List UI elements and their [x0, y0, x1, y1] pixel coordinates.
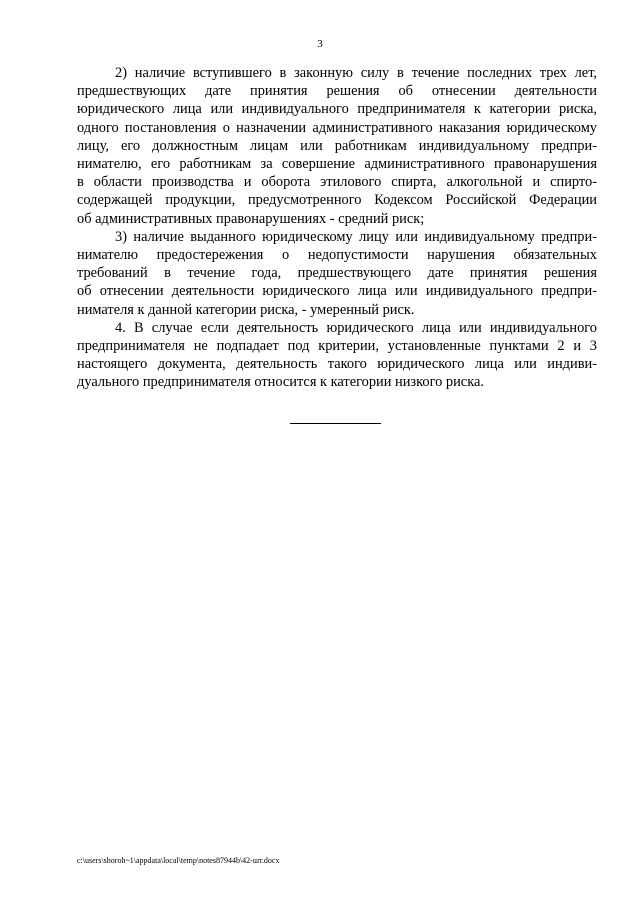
- document-body: [77, 64, 597, 392]
- text-line: нимателю предостережения о недопустимости нарушения обязательных: [77, 247, 597, 264]
- text-line: предпринимателя не подпадает под критерии, установленные пунктами 2 и 3: [77, 338, 597, 355]
- text-line: об отнесении деятельности юридического лица или индивидуального предпри-: [77, 283, 597, 300]
- text-line: юридического лица или индивидуального предпринимателя к категории риска,: [77, 101, 597, 118]
- text-line: об административных правонарушениях - средний риск;: [77, 210, 425, 227]
- text-line: 3) наличие выданного юридическому лицу или индивидуальному предпри-: [115, 228, 597, 245]
- text-line: 2) наличие вступившего в законную силу в течение последних трех лет,: [115, 65, 597, 81]
- paragraph-risk-medium: [77, 64, 597, 228]
- page-number: 3: [317, 38, 323, 50]
- text-line: лицу, его должностным лицам или работникам индивидуальному предпри-: [77, 137, 597, 154]
- footer-file-path: c:\users\shoroh~1\appdata\local\temp\notes87944b\42-шт.docx: [77, 856, 280, 865]
- paragraph-risk-moderate: [77, 228, 597, 319]
- text-line: одного постановления о назначении административного наказания юридическому: [77, 119, 597, 136]
- text-line: 4. В случае если деятельность юридического лица или индивидуального: [115, 319, 597, 336]
- text-line: нимателю, его работникам за совершение административного правонарушения: [77, 156, 597, 173]
- text-line: содержащей продукции, предусмотренного Кодексом Российской Федерации: [77, 192, 597, 209]
- text-line: предшествующих дате принятия решения об отнесении деятельности: [77, 83, 597, 100]
- end-separator-line: [290, 423, 381, 424]
- text-line: настоящего документа, деятельность такого юридического лица или индиви-: [77, 356, 597, 373]
- text-line: нимателя к данной категории риска, - умеренный риск.: [77, 301, 415, 318]
- text-line: дуального предпринимателя относится к категории низкого риска.: [77, 374, 484, 391]
- text-line: требований в течение года, предшествующего дате принятия решения: [77, 265, 597, 282]
- paragraph-risk-low: [77, 319, 597, 392]
- text-line: в области производства и оборота этилового спирта, алкогольной и спирто-: [77, 174, 597, 191]
